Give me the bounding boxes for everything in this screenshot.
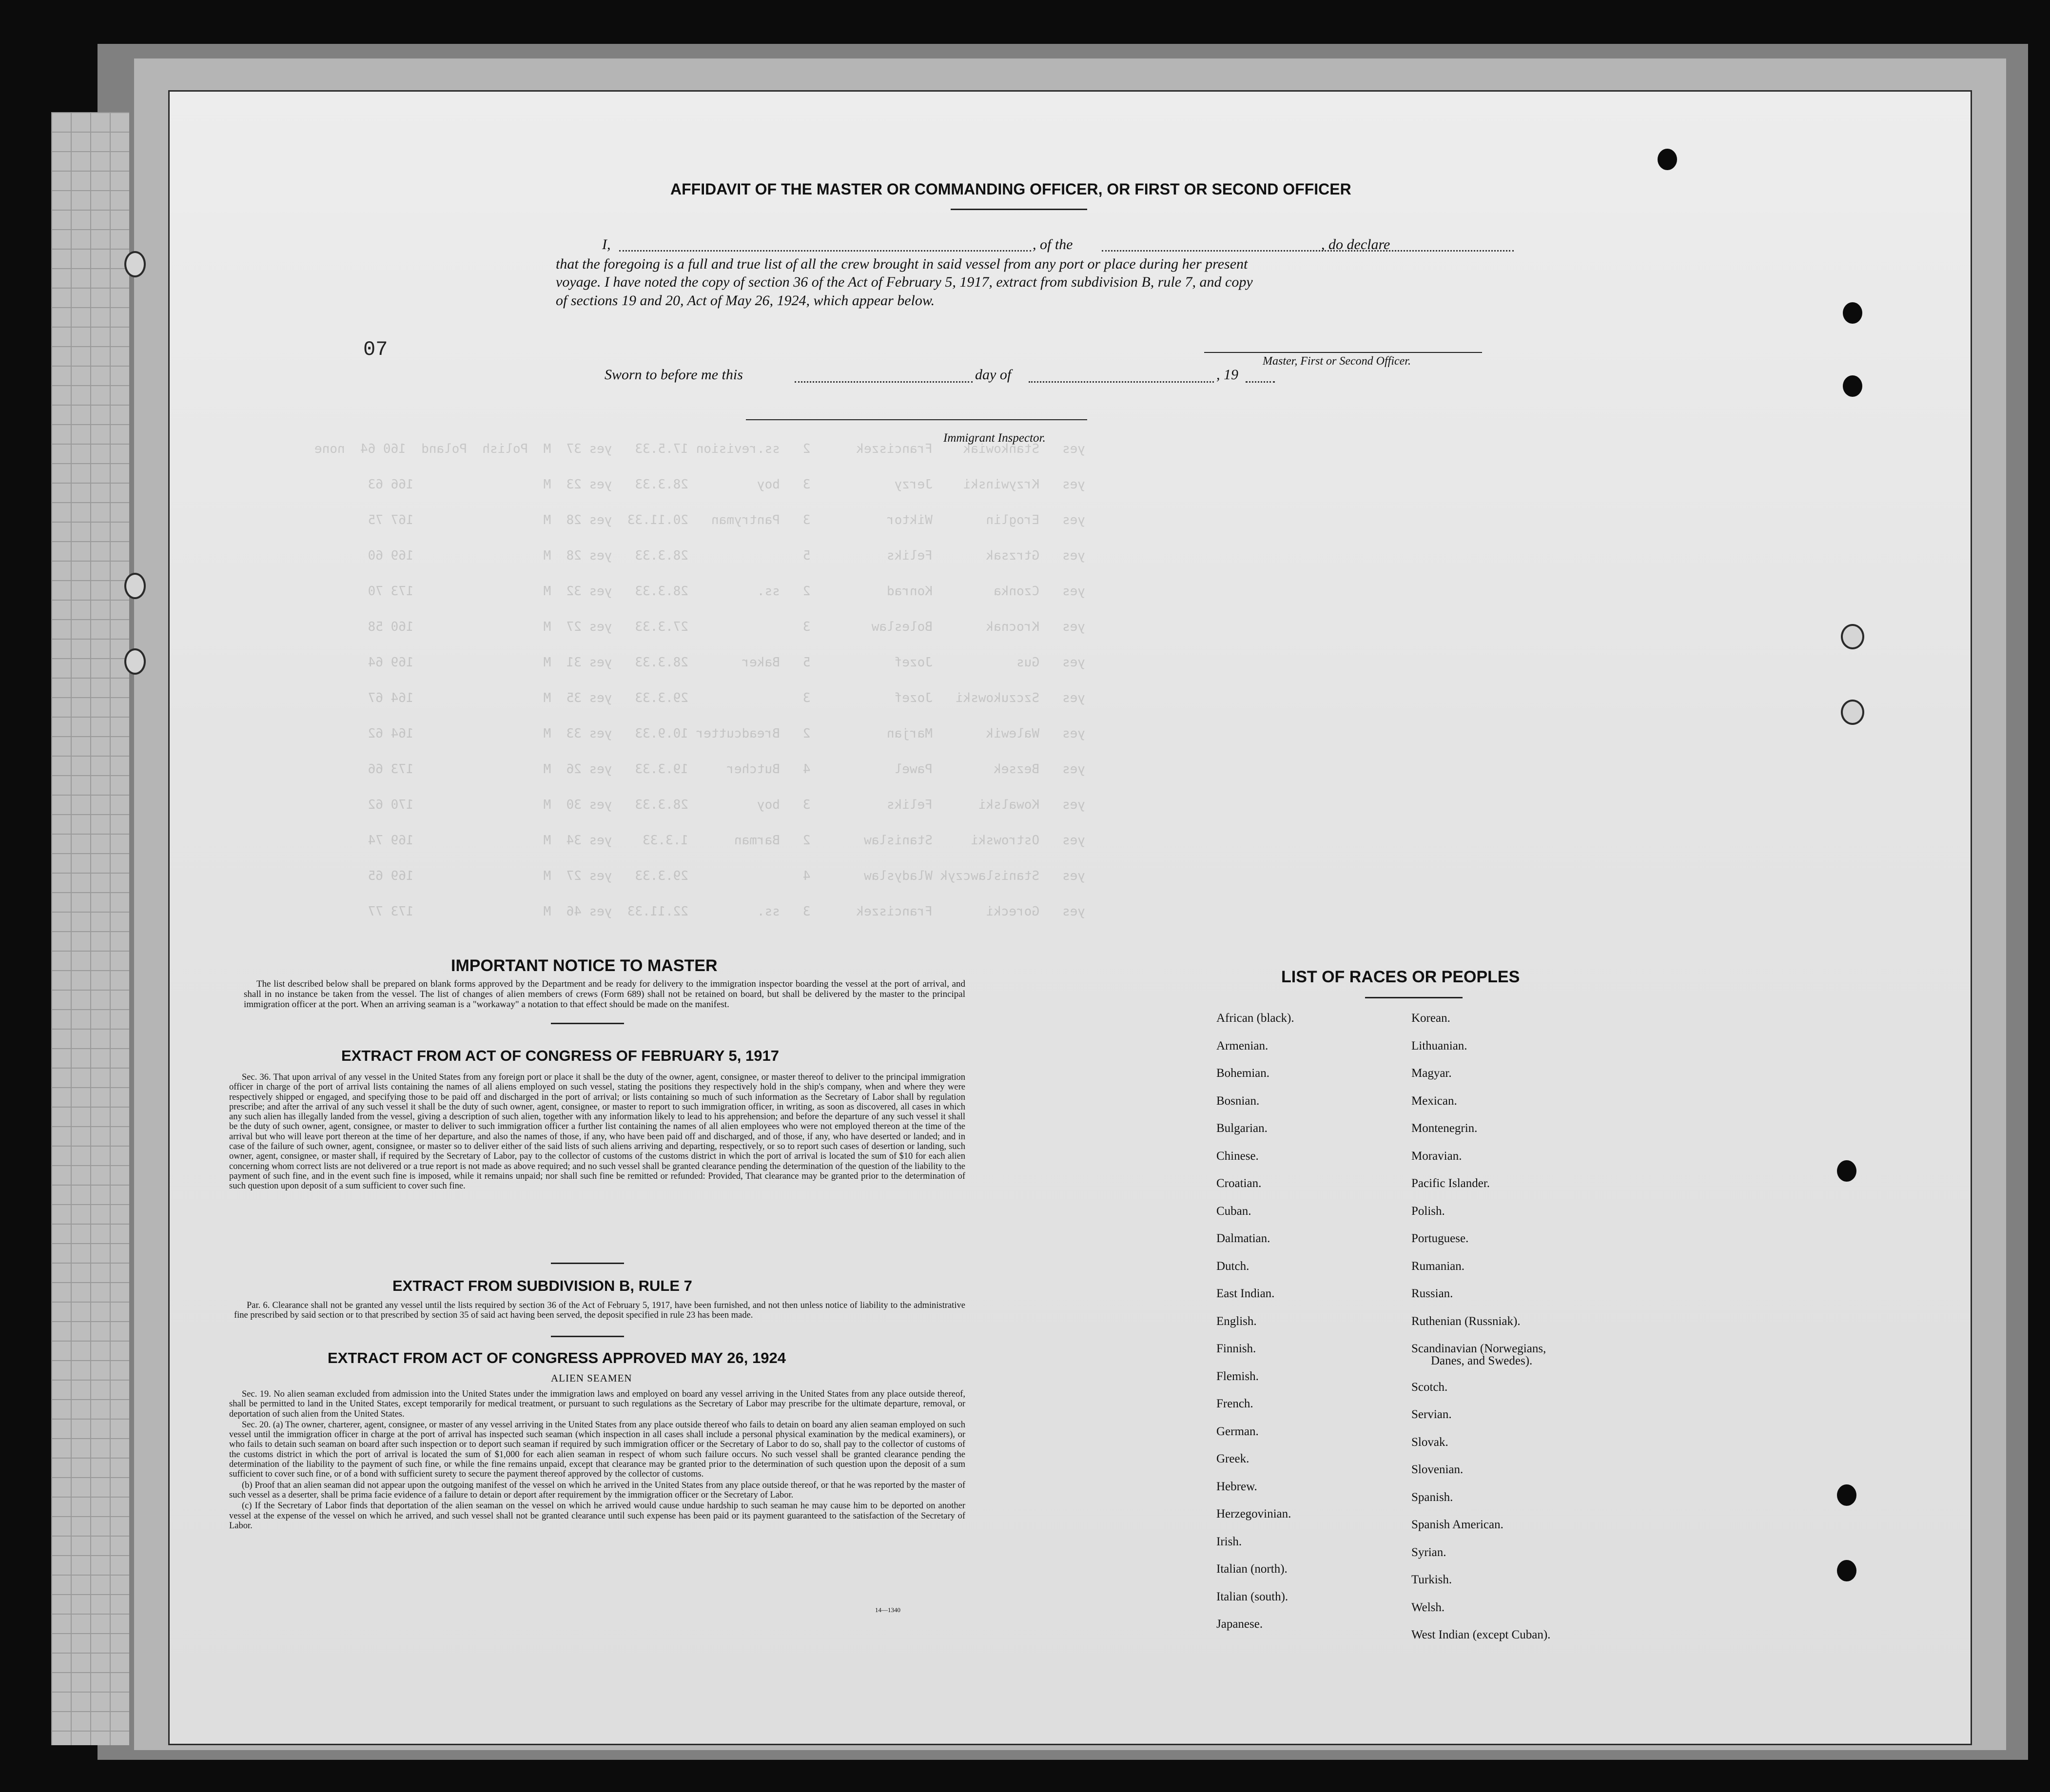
race-item: Ruthenian (Russniak). <box>1411 1314 1521 1328</box>
name-blank <box>619 250 1031 252</box>
section-rule <box>551 1263 624 1264</box>
extract-rule7-title: EXTRACT FROM SUBDIVISION B, RULE 7 <box>392 1277 692 1294</box>
race-item: Slovenian. <box>1411 1463 1464 1476</box>
race-item: Rumanian. <box>1411 1259 1465 1273</box>
extract-1924-text: Sec. 19. No alien seaman excluded from admission into the United States under the immigration laws and employed on board any vessel arriving in the United States from any place outside thereof, shall be permitted to land in the United States, except temporarily for medical treatment, or pursuant to such regulations as the Secretary of Labor may prescribe for the ultimate departure, removal, or deportation of such alien from the United States. Sec. 20. (a) The owner, charterer, agent, consignee, or master of any vessel arriving in the United States from any place outside thereof who fails to detain on board any alien seaman employed on such vessel until the immigration officer in charge at the port of arrival has inspected such seaman (which inspection in all cases shall include a personal physical examination by the medical examiners), or who fails to detain such seaman on board after such inspection or to deport such seaman if required by such immigration officer or the Secretary of Labor to do so, shall pay to the collector of customs of the customs district in which the port of arrival is located the sum of $1,000 for each alien seaman in respect of whom such failure occurs. No such vessel shall be granted clearance pending the determination of the liability to the payment of such fine, or while the fine remains unpaid, except that clearance may be granted prior to the determination of such question upon the deposit of a sum sufficient to cover such fine, or of a bond with sufficient surety to secure the payment thereof approved by the collector of customs. (b) Proof that an alien seaman did not appear upon the outgoing manifest of the vessel on which he arrived in the United States from any place outside thereof, or that he was reported by the master of such vessel as a deserter, shall be prima facie evidence of a failure to detain or deport after requirement by the immigration officer or the Secretary of Labor. (c) If the Secretary of Labor finds that deportation of the alien seaman on the vessel on which he arrived would cause undue hardship to such seaman he may cause him to be deported on another vessel at the expense of the vessel on which he arrived, and such vessel shall not be granted clearance until such expense has been paid or its payment guaranteed to the satisfaction of the Secretary of Labor. <box>229 1389 965 1531</box>
race-item: Korean. <box>1411 1012 1450 1025</box>
race-item: German. <box>1216 1424 1259 1438</box>
race-item: French. <box>1216 1397 1253 1410</box>
race-item: Greek. <box>1216 1452 1250 1465</box>
race-item: Mexican. <box>1411 1094 1457 1108</box>
race-item: Spanish American. <box>1411 1518 1503 1531</box>
race-item: Syrian. <box>1411 1545 1446 1559</box>
affidavit-title: AFFIDAVIT OF THE MASTER OR COMMANDING OFFICER, OR FIRST OR SECOND OFFICER <box>670 180 1351 198</box>
race-item: Hebrew. <box>1216 1480 1257 1493</box>
extract-1924-subtitle: ALIEN SEAMEN <box>551 1372 632 1384</box>
sworn-day: day of <box>975 367 1012 383</box>
race-item: Welsh. <box>1411 1600 1445 1614</box>
race-item: Moravian. <box>1411 1149 1462 1163</box>
race-item: Portuguese. <box>1411 1232 1469 1245</box>
race-item: Herzegovinian. <box>1216 1507 1291 1520</box>
race-item: Italian (south). <box>1216 1590 1289 1603</box>
form-number: 14—1340 <box>875 1606 900 1614</box>
race-item: Irish. <box>1216 1535 1242 1548</box>
page-number: 07 <box>363 338 388 361</box>
races-title: LIST OF RACES OR PEOPLES <box>1281 968 1520 986</box>
inspector-caption: Immigrant Inspector. <box>943 431 1046 445</box>
declare-line4: of sections 19 and 20, Act of May 26, 1924, which appear below. <box>556 292 935 309</box>
race-item: Bohemian. <box>1216 1067 1270 1080</box>
extract-rule7-text: Par. 6. Clearance shall not be granted any vessel until the lists required by section 36 of the Act of February 5, 1917, have been furnished, and not then unless notice of liability to the administrative fine prescribed by said section or to that prescribed by section 35 of said act having been served, the deposit specified in rule 23 has been made. <box>234 1301 965 1321</box>
extract-1917-text: Sec. 36. That upon arrival of any vessel in the United States from any foreign port or place it shall be the duty of the owner, agent, consignee, or master thereof to deliver to the principal immigration officer in charge of the port of arrival lists containing the names of all aliens employed on such vessel, stating the positions they respectively hold in the ship's company, when and where they were respectively shipped or engaged, and specifying those to be paid off and discharged in the port of arrival; or lists containing so much of such information as the Secretary of Labor shall by regulation prescribe; and after the arrival of any such vessel it shall be the duty of such owner, agent, consignee, or master to report to such immigration officer, in writing, as soon as discovered, all cases in which any such alien has illegally landed from the vessel, giving a description of such alien, together with any information likely to lead to his apprehension; and before the departure of any such vessel it shall be the duty of such owner, agent, consignee, or master to deliver to such immigration officer a further list containing the names of all alien employees who were not employed thereon at the time of the arrival but who will leave port thereon at the time of her departure, and also the names of those, if any, who have been paid off and discharged, and of those, if any, who have deserted or landed; and in case of the failure of such owner, agent, consignee, or master so to deliver either of the said lists of such aliens arriving and departing, respectively, or so to report such cases of desertion or landing, such owner, agent, consignee, or master shall, if required by the Secretary of Labor, pay to the collector of customs of the customs district in which the port of arrival is located the sum of $10 for each alien concerning whom correct lists are not delivered or a true report is not made as above required; and no such vessel shall be granted clearance pending the determination of the question of the liability to the payment of such fine, and in the event such fine is imposed, while it remains unpaid; nor shall such fine be remitted or refunded: Provided, That clearance may be granted prior to the determination of such question upon deposit of a sum sufficient to cover such fine. <box>229 1072 965 1191</box>
race-item: Polish. <box>1411 1204 1445 1218</box>
race-item: Bulgarian. <box>1216 1122 1268 1135</box>
race-item: West Indian (except Cuban). <box>1411 1628 1551 1641</box>
race-item: Chinese. <box>1216 1149 1259 1163</box>
punch-hole <box>1837 1160 1856 1182</box>
race-item: East Indian. <box>1216 1287 1275 1300</box>
race-item: Flemish. <box>1216 1369 1259 1383</box>
race-item: Magyar. <box>1411 1067 1452 1080</box>
declare-line2: that the foregoing is a full and true list of all the crew brought in said vessel from any port or place during her present <box>556 256 1248 272</box>
race-item: Bosnian. <box>1216 1094 1260 1108</box>
race-item: Spanish. <box>1411 1490 1453 1504</box>
punch-hole <box>1658 149 1677 170</box>
notice-text: The list described below shall be prepared on blank forms approved by the Department and be ready for delivery to the immigration inspector boarding the vessel at the port of arrival, and shall in no instance be taken from the vessel. The list of changes of alien members of crews (Form 689) shall not be retained on board, but shall be delivered by the master to the principal immigration officer at the port. When an arriving seaman is a "workaway" a notation to that effect should be made on the manifest. <box>244 979 965 1010</box>
binder-hole <box>124 648 146 675</box>
binder-hole <box>124 251 146 277</box>
races-rule <box>1365 997 1463 998</box>
race-item: Dutch. <box>1216 1259 1250 1273</box>
signature-caption: Master, First or Second Officer. <box>1263 355 1411 368</box>
sworn-year: , 19 <box>1216 367 1238 383</box>
race-item: Slovak. <box>1411 1435 1448 1449</box>
punch-hole <box>1843 375 1862 397</box>
race-item: Pacific Islander. <box>1411 1177 1490 1190</box>
race-item: Croatian. <box>1216 1177 1262 1190</box>
sworn-day-blank <box>795 381 973 383</box>
notice-title: IMPORTANT NOTICE TO MASTER <box>451 956 718 975</box>
vessel-blank <box>1102 250 1514 252</box>
title-rule <box>951 209 1087 210</box>
race-item: Scandinavian (Norwegians, <box>1411 1342 1546 1355</box>
race-item: Turkish. <box>1411 1573 1452 1586</box>
race-item: Dalmatian. <box>1216 1232 1270 1245</box>
punch-hole <box>1841 624 1864 649</box>
race-item: Servian. <box>1411 1408 1452 1421</box>
punch-hole <box>1841 700 1864 725</box>
inspector-line <box>746 419 1087 420</box>
race-item: Finnish. <box>1216 1342 1256 1355</box>
race-item: English. <box>1216 1314 1257 1328</box>
sworn-year-blank <box>1246 381 1275 383</box>
punch-hole <box>1837 1484 1856 1506</box>
sworn-month-blank <box>1029 381 1214 383</box>
race-item: Armenian. <box>1216 1039 1269 1052</box>
race-item: African (black). <box>1216 1012 1294 1025</box>
race-item: Italian (north). <box>1216 1562 1288 1576</box>
section-rule <box>551 1023 624 1024</box>
declare-end: , do declare <box>1321 236 1390 253</box>
punch-hole <box>1837 1560 1856 1581</box>
race-item: Danes, and Swedes). <box>1431 1354 1533 1367</box>
section-rule <box>551 1336 624 1337</box>
declare-prefix: I, <box>602 236 611 253</box>
declare-mid: , of the <box>1033 236 1073 253</box>
ledger-grid-strip <box>51 112 129 1745</box>
race-item: Cuban. <box>1216 1204 1251 1218</box>
race-item: Lithuanian. <box>1411 1039 1467 1052</box>
extract-1917-title: EXTRACT FROM ACT OF CONGRESS OF FEBRUARY 5, 1917 <box>341 1047 779 1064</box>
binder-hole <box>124 573 146 599</box>
signature-line <box>1204 352 1482 353</box>
bleed-through: yes Stankowiak Franciszek 2 ss.revision 17.5.33 yes 37 M Polish Poland 160 64 none yes Krzywinski Jerzy 3 boy 28.3.33 yes 23 M 166 63 yes Eroglin Wiktor 3 Pantryman 20.11.33 yes 28 M 167 75 yes Gtrzsak Feliks 5 28.3.33 yes 28 M 169 60 yes Czonka Konrad 2 ss. 28.3.33 yes 32 M 173 70 yes Krocnak Boleslaw 3 27.3.33 yes 27 M 160 58 yes Gus Jozef 5 Baker 28.3.33 yes 31 M 169 64 yes Szczukowski Jozef 3 29.3.33 yes 35 M 164 67 yes Walewik Marjan 2 Breadcutter 10.9.33 yes 33 M 164 62 yes Bezsek Pawel 4 Butcher 19.3.33 yes 26 M 173 66 yes Kowalski Feliks 3 boy 28.3.33 yes 30 M 170 62 yes Ostrowski Stanislaw 2 Barman 1.3.33 yes 34 M 169 74 yes Stanislawczyk Wladyslaw 4 29.3.33 yes 27 M 169 65 yes Gorecki Franciszek 3 ss. 22.11.33 yes 46 M 173 77 <box>314 442 1085 919</box>
race-item: Scotch. <box>1411 1380 1448 1394</box>
sworn-prefix: Sworn to before me this <box>605 367 743 383</box>
declare-line3: voyage. I have noted the copy of section 36 of the Act of February 5, 1917, extract from subdivision B, rule 7, and copy <box>556 274 1253 290</box>
race-item: Japanese. <box>1216 1617 1263 1631</box>
extract-1924-title: EXTRACT FROM ACT OF CONGRESS APPROVED MAY 26, 1924 <box>328 1349 786 1366</box>
punch-hole <box>1843 302 1862 324</box>
race-item: Montenegrin. <box>1411 1122 1478 1135</box>
race-item: Russian. <box>1411 1287 1453 1300</box>
